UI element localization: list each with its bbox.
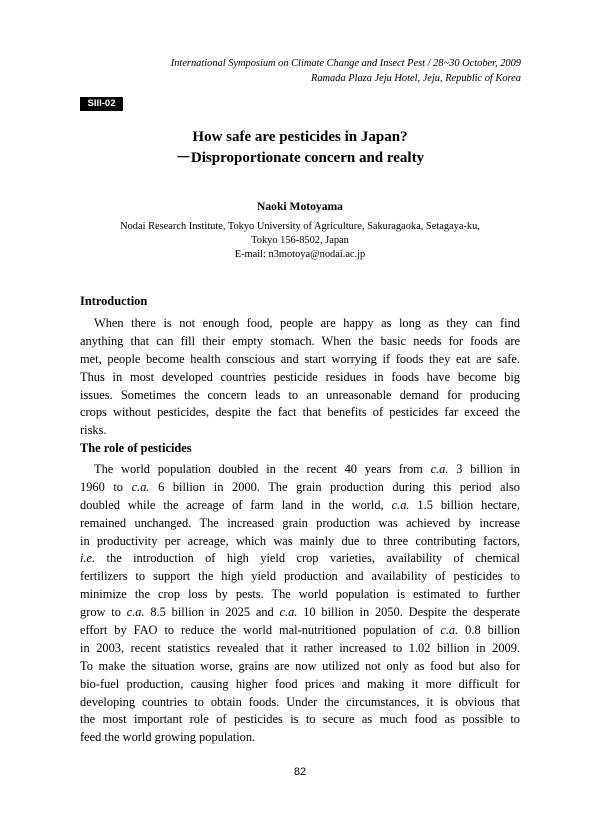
section-heading-introduction: Introduction — [80, 294, 148, 308]
conference-header — [61, 56, 521, 86]
paragraph-line: The world population doubled in the recent 40 years from c.a. 3 billion in — [94, 462, 520, 476]
paragraph-line: To make the situation worse, grains are now utilized not only as food but also for — [80, 658, 520, 673]
paper-title: How safe are pesticides in Japan? — [192, 129, 408, 145]
paragraph-line: 1960 to c.a. 6 billion in 2000. The grain production during this period also — [80, 479, 520, 494]
author-email: E-mail: n3motoya@nodai.ac.jp — [234, 249, 366, 260]
paragraph-line: anything that can fill their empty stomach. When the basic needs for foods are — [80, 333, 520, 348]
role-of-pesticides-paragraph — [80, 461, 520, 747]
affiliation-line2: Tokyo 156-8502, Japan — [251, 235, 349, 246]
paragraph-line: minimize the crop loss by pests. The world population is estimated to further — [80, 587, 520, 602]
paragraph-line: met, people become health conscious and start worrying if foods they eat are safe. — [80, 351, 520, 366]
paragraph-line: i.e. the introduction of high yield crop varieties, availability of chemical — [80, 551, 520, 566]
paper-subtitle: －Disproportionate concern and realty — [175, 150, 425, 166]
paragraph-line: issues. Sometimes the concern leads to an unreasonable demand for producing — [80, 387, 520, 402]
affiliation — [80, 220, 520, 262]
paragraph-line: the most important role of pesticides is to secure as much food as possible to — [80, 712, 520, 727]
paragraph-line: Thus in most developed countries pesticide residues in foods have become big — [80, 369, 520, 384]
paragraph-line: doubled while the acreage of farm land in the world, c.a. 1.5 billion hectare, — [80, 497, 520, 512]
paragraph-line: grow to c.a. 8.5 billion in 2025 and c.a. 10 billion in 2050. Despite the desperate — [80, 605, 520, 620]
author-name: Naoki Motoyama — [257, 200, 343, 213]
paragraph-line: effort by FAO to reduce the world mal-nutritioned population of c.a. 0.8 billion — [80, 623, 520, 638]
introduction-paragraph — [80, 315, 520, 440]
paragraph-line: feed the world growing population. — [80, 730, 256, 745]
paragraph-line: in productivity per acreage, which was mainly due to three contributing factors, — [80, 533, 520, 548]
session-badge: SIII-02 — [80, 97, 123, 111]
paragraph-line: developing countries to obtain foods. Under the circumstances, it is obvious that — [80, 694, 520, 709]
page-number: 82 — [293, 766, 307, 778]
paragraph-line: in 2003, recent statistics revealed that it rather increased to 1.02 billion in 2009. — [80, 640, 520, 655]
paragraph-line: bio-fuel production, causing higher food prices and making it more difficult for — [80, 676, 520, 691]
paragraph-line: risks. — [80, 423, 107, 438]
conference-header-line2: Ramada Plaza Jeju Hotel, Jeju, Republic of Korea — [311, 73, 521, 84]
paragraph-line: crops without pesticides, despite the fact that benefits of pesticides far exceed the — [80, 405, 520, 420]
paragraph-line: remained unchanged. The increased grain production was achieved by increase — [80, 515, 520, 530]
paragraph-line: fertilizers to support the high yield production and availability of pesticides to — [80, 569, 520, 584]
section-heading-role-of-pesticides: The role of pesticides — [80, 441, 192, 455]
conference-header-line1: International Symposium on Climate Change and Insect Pest / 28~30 October, 2009 — [170, 58, 521, 69]
affiliation-line1: Nodai Research Institute, Tokyo University of Agriculture, Sakuragaoka, Setagaya-ku, — [120, 221, 480, 232]
paragraph-line: When there is not enough food, people are happy as long as they can find — [94, 316, 520, 330]
